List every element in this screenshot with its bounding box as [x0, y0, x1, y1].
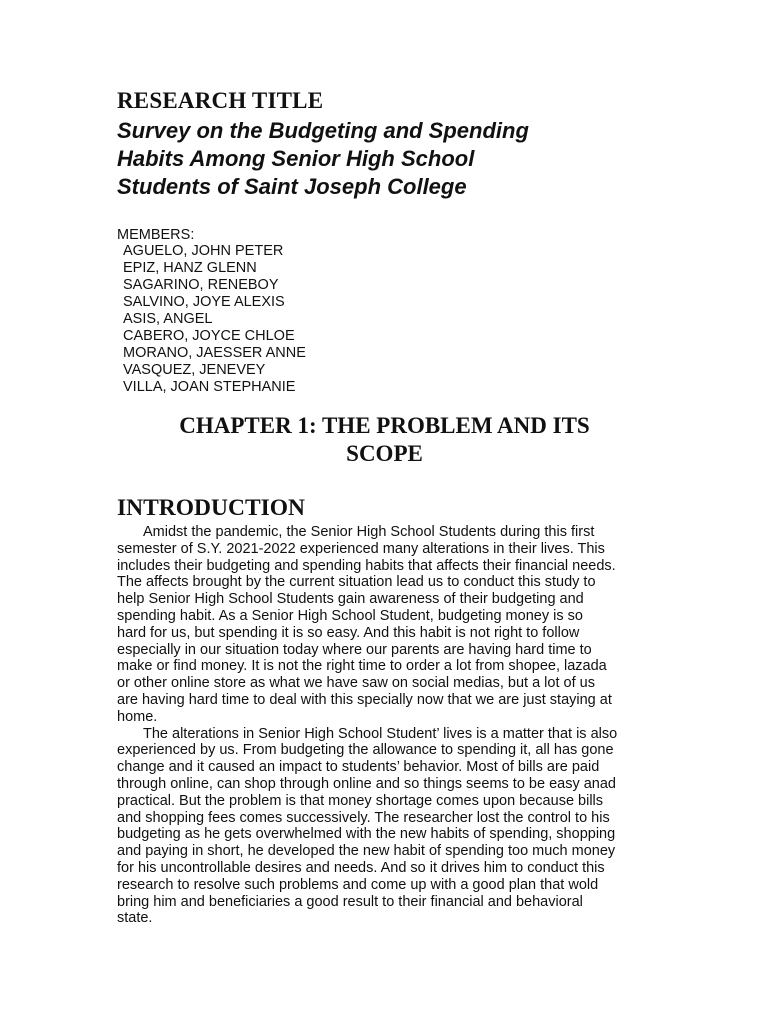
body-line: semester of S.Y. 2021-2022 experienced many alterations in their lives. This: [117, 540, 605, 557]
member-name: SAGARINO, RENEBOY: [123, 277, 279, 293]
body-line: through online, can shop through online and so things seems to be easy anad: [117, 775, 616, 792]
title-line: Habits Among Senior High School: [117, 146, 475, 171]
member-name: AGUELO, JOHN PETER: [123, 243, 284, 259]
body-line: The alterations in Senior High School Student’ lives is a matter that is also: [143, 725, 618, 742]
body-line: state.: [117, 910, 153, 927]
title-line: Students of Saint Joseph College: [117, 174, 467, 199]
members-label: MEMBERS:: [117, 227, 195, 243]
research-title-label: RESEARCH TITLE: [117, 88, 324, 113]
body-line: The affects brought by the current situation lead us to conduct this study to: [117, 574, 596, 591]
body-line: make or find money. It is not the right time to order a lot from shopee, lazada: [117, 658, 607, 675]
body-line: help Senior High School Students gain awareness of their budgeting and: [117, 591, 584, 608]
introduction-heading: INTRODUCTION: [117, 495, 306, 521]
body-line: bring him and beneficiaries a good result to their financial and behavioral: [117, 893, 583, 910]
member-name: SALVINO, JOYE ALEXIS: [123, 294, 285, 310]
body-line: or other online store as what we have saw on social medias, but a lot of us: [117, 675, 595, 692]
body-line: experienced by us. From budgeting the allowance to spending it, all has gone: [117, 742, 614, 759]
body-line: are having hard time to deal with this specially now that we are just staying at: [117, 691, 612, 708]
chapter-heading-line: CHAPTER 1: THE PROBLEM AND ITS: [179, 413, 590, 438]
body-line: for his uncontrollable desires and needs. And so it drives him to conduct this: [117, 859, 605, 876]
body-line: and shopping fees comes successively. The researcher lost the control to his: [117, 809, 610, 826]
body-line: and paying in short, he developed the new habit of spending too much money: [117, 843, 616, 860]
title-line: Survey on the Budgeting and Spending: [117, 118, 529, 143]
member-name: MORANO, JAESSER ANNE: [123, 345, 306, 361]
body-line: especially in our situation today where our parents are having hard time to: [117, 641, 592, 658]
research-title: [117, 117, 677, 201]
body-line: research to resolve such problems and come up with a good plan that wold: [117, 876, 599, 893]
chapter-heading: [117, 412, 652, 468]
chapter-heading-line: SCOPE: [346, 441, 423, 466]
body-line: Amidst the pandemic, the Senior High School Students during this first: [143, 524, 595, 540]
member-name: CABERO, JOYCE CHLOE: [123, 328, 295, 344]
body-line: includes their budgeting and spending habits that affects their financial needs.: [117, 557, 616, 574]
member-name: EPIZ, HANZ GLENN: [123, 260, 257, 276]
body-line: hard for us, but spending it is so easy. And this habit is not right to follow: [117, 624, 580, 641]
body-line: spending habit. As a Senior High School Student, budgeting money is so: [117, 607, 583, 624]
introduction-body: [117, 524, 657, 927]
member-name: VILLA, JOAN STEPHANIE: [123, 379, 296, 395]
member-name: ASIS, ANGEL: [123, 311, 213, 327]
body-line: home.: [117, 708, 158, 725]
body-line: budgeting as he gets overwhelmed with the new habits of spending, shopping: [117, 826, 616, 843]
members-list: [123, 243, 306, 396]
body-line: practical. But the problem is that money shortage comes upon because bills: [117, 792, 604, 809]
body-line: change and it caused an impact to students’ behavior. Most of bills are paid: [117, 759, 600, 776]
member-name: VASQUEZ, JENEVEY: [123, 362, 266, 378]
